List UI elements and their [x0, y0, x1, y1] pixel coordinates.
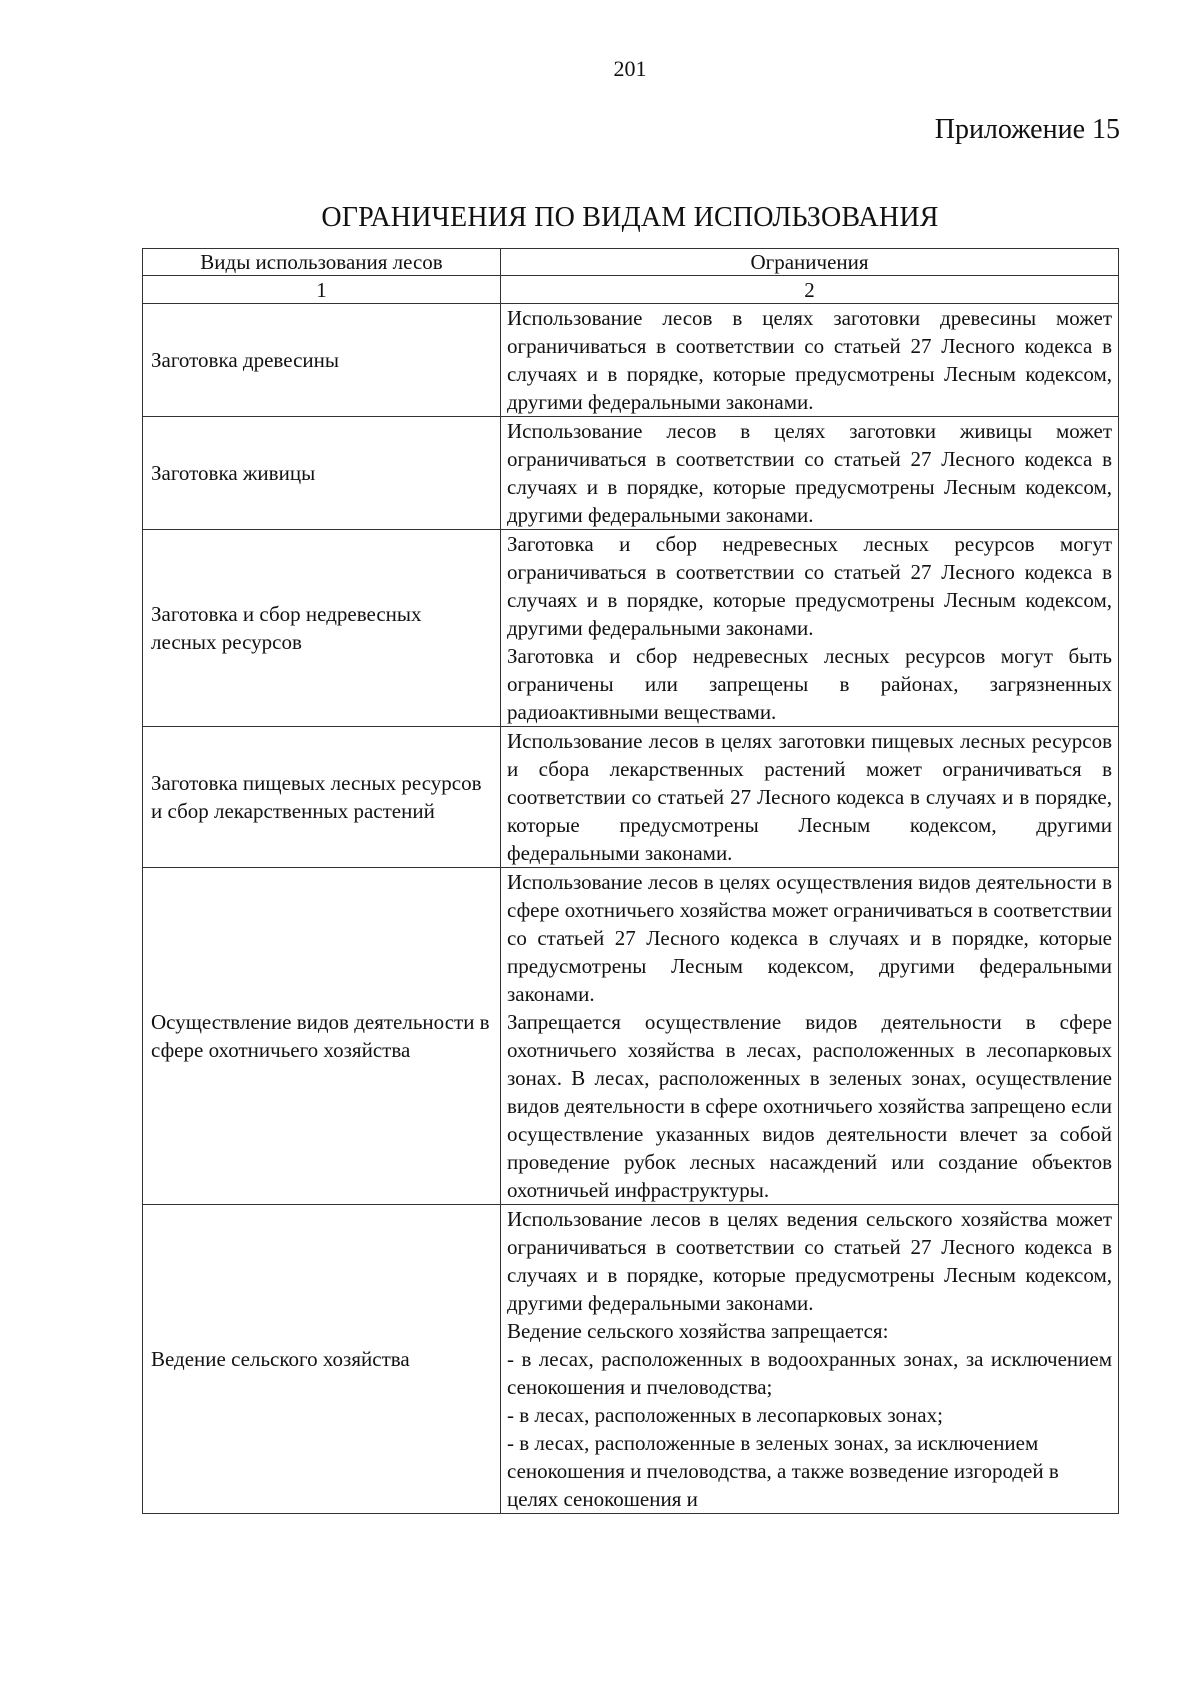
restriction-paragraph: Ведение сельского хозяйства запрещается: — [507, 1319, 889, 1343]
restriction-cell — [501, 1205, 1119, 1514]
column-number: 2 — [501, 276, 1119, 304]
restriction-paragraph: Заготовка и сбор недревесных лесных ресурсов могут быть ограничены или запрещены в районах, загрязненных радиоактивными веществами. — [507, 644, 1112, 724]
forest-use-cell: Заготовка живицы — [143, 417, 501, 530]
restriction-paragraph: Использование лесов в целях заготовки древесины может ограничиваться в соответствии со статьей 27 Лесного кодекса в случаях и в порядке, которые предусмотрены Лесным кодексом, другими федеральными законами. — [507, 306, 1112, 414]
restriction-cell — [501, 530, 1119, 727]
restriction-paragraph: Использование лесов в целях заготовки живицы может ограничиваться в соответствии со статьей 27 Лесного кодекса в случаях и в порядке, которые предусмотрены Лесным кодексом, другими федеральными законами. — [507, 419, 1112, 527]
forest-use-cell: Ведение сельского хозяйства — [143, 1205, 501, 1514]
restriction-paragraph: - в лесах, расположенные в зеленых зонах, за исключением сенокошения и пчеловодства, а также возведение изгородей в целях сенокошения и — [507, 1431, 1059, 1511]
table-row — [143, 530, 1119, 727]
column-number-row — [143, 276, 1119, 304]
restriction-cell — [501, 868, 1119, 1205]
forest-use-cell: Заготовка пищевых лесных ресурсов и сбор лекарственных растений — [143, 727, 501, 868]
table-row — [143, 727, 1119, 868]
restriction-paragraph: Использование лесов в целях заготовки пищевых лесных ресурсов и сбора лекарственных растений может ограничиваться в соответствии со статьей 27 Лесного кодекса в случаях и в порядке, которые предусмотрены Лесным кодексом, другими федеральными законами. — [507, 729, 1112, 865]
page-number: 201 — [613, 56, 647, 81]
restrictions-table — [142, 248, 1119, 1514]
restriction-paragraph: Использование лесов в целях осуществления видов деятельности в сфере охотничьего хозяйства может ограничиваться в соответствии со статьей 27 Лесного кодекса в случаях и в порядке, которые предусмотрены Лесным кодексом, другими федеральными законами. — [507, 870, 1112, 1006]
appendix-label: Приложение 15 — [934, 114, 1120, 145]
forest-use-cell: Заготовка древесины — [143, 304, 501, 417]
restriction-paragraph: - в лесах, расположенных в лесопарковых зонах; — [507, 1403, 943, 1427]
restriction-paragraph: Запрещается осуществление видов деятельности в сфере охотничьего хозяйства в лесах, расположенных в лесопарковых зонах. В лесах, расположенных в зеленых зонах, осуществление видов деятельности в сфере охотничьего хозяйства запрещено если осуществление указанных видов деятельности влечет за собой проведение рубок лесных насаждений или создание объектов охотничьей инфраструктуры. — [507, 1010, 1112, 1202]
table-header-row — [143, 249, 1119, 276]
table-row — [143, 1205, 1119, 1514]
forest-use-cell: Заготовка и сбор недревесных лесных ресурсов — [143, 530, 501, 727]
restriction-paragraph: Заготовка и сбор недревесных лесных ресурсов могут ограничиваться в соответствии со статьей 27 Лесного кодекса в случаях и в порядке, которые предусмотрены Лесным кодексом, другими федеральными законами. — [507, 532, 1112, 640]
header-restrictions: Ограничения — [501, 249, 1119, 276]
document-title: ОГРАНИЧЕНИЯ ПО ВИДАМ ИСПОЛЬЗОВАНИЯ — [321, 202, 939, 233]
table-row — [143, 304, 1119, 417]
table-row — [143, 417, 1119, 530]
forest-use-cell: Осуществление видов деятельности в сфере охотничьего хозяйства — [143, 868, 501, 1205]
column-number: 1 — [143, 276, 501, 304]
restriction-cell — [501, 417, 1119, 530]
restriction-paragraph: Использование лесов в целях ведения сельского хозяйства может ограничиваться в соответствии со статьей 27 Лесного кодекса в случаях и в порядке, которые предусмотрены Лесным кодексом, другими федеральными законами. — [507, 1207, 1112, 1315]
table-row — [143, 868, 1119, 1205]
restriction-cell — [501, 727, 1119, 868]
restriction-cell — [501, 304, 1119, 417]
header-forest-use: Виды использования лесов — [143, 249, 501, 276]
restriction-paragraph: - в лесах, расположенных в водоохранных зонах, за исключением сенокошения и пчеловодства; — [507, 1347, 1112, 1399]
